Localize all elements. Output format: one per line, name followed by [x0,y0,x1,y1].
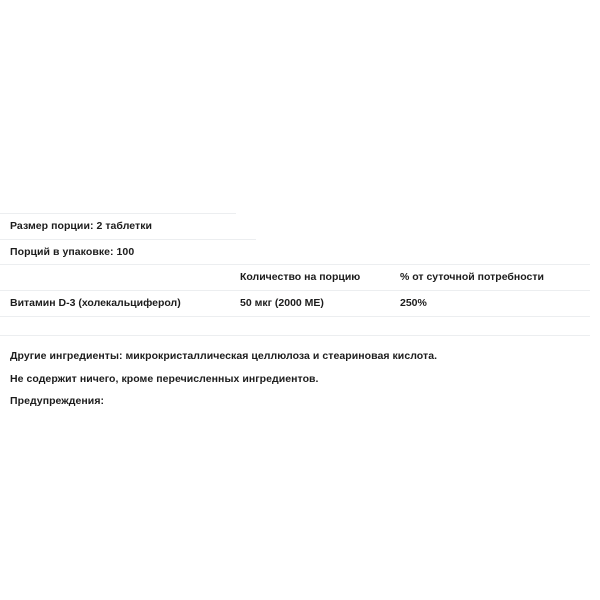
contains-nothing-else-text: Не содержит ничего, кроме перечисленных ингредиентов. [10,372,319,385]
header-nutrient-name [0,265,240,291]
other-ingredients-text: Другие ингредиенты: микрокристаллическая целлюлоза и стеариновая кислота. [10,350,438,362]
supplement-facts-table [0,264,590,317]
table-header-row [0,265,590,291]
cell-daily-value: 250% [400,296,427,309]
servings-per-container-row: Порций в упаковке: 100 [10,245,135,258]
header-amount-per-serving: Количество на порцию [240,271,361,283]
table-body [0,290,590,317]
serving-info-block [0,0,600,264]
table-header [0,265,590,291]
notes-block [0,336,600,413]
warnings-heading: Предупреждения: [10,395,105,407]
cell-amount: 50 мкг (2000 МЕ) [240,296,324,309]
table-row [0,290,590,317]
header-percent-daily-value: % от суточной потребности [400,271,544,283]
cell-nutrient-name: Витамин D-3 (холекальциферол) [10,296,181,309]
serving-size-row: Размер порции: 2 таблетки [10,220,153,232]
